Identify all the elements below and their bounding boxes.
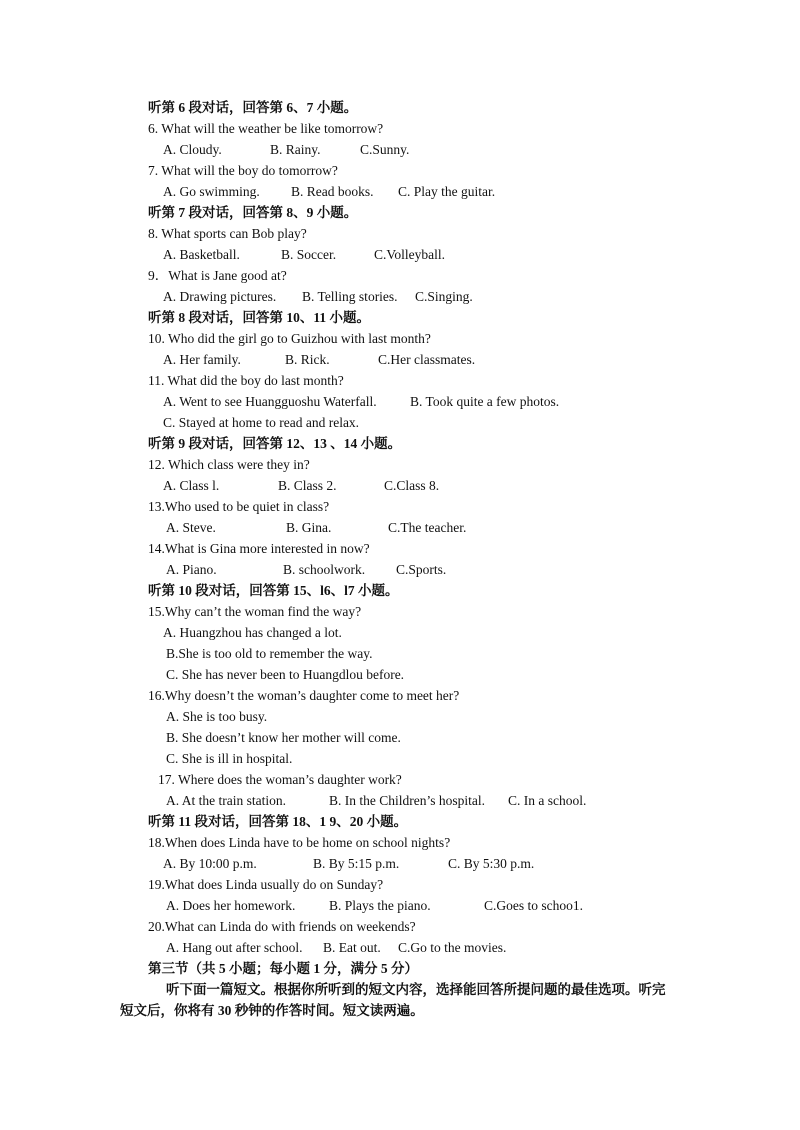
option-7b: B. Read books.	[291, 184, 374, 199]
option-12b: B. Class 2.	[278, 478, 337, 493]
option-11c: C. Stayed at home to read and relax.	[163, 415, 360, 430]
option-10b: B. Rick.	[285, 352, 330, 367]
question-8: 8. What sports can Bob play?	[148, 226, 307, 241]
option-11b: B. Took quite a few photos.	[410, 394, 560, 409]
section-heading: 听第 7 段对话，回答第 8、9 小题。	[148, 205, 358, 220]
option-7a: A. Go swimming.	[163, 184, 260, 199]
option-15a: A. Huangzhou has changed a lot.	[163, 625, 342, 640]
option-18c: C. By 5:30 p.m.	[448, 856, 535, 871]
option-8c: C.Volleyball.	[374, 247, 446, 262]
option-18b: B. By 5:15 p.m.	[313, 856, 400, 871]
part3-heading: 第三节（共 5 小题；每小题 1 分，满分 5 分）	[148, 961, 418, 976]
option-15c: C. She has never been to Huangdlou before.	[166, 667, 405, 682]
part3-instruction-1: 听下面一篇短文。根据你所听到的短文内容，选择能回答所提问题的最佳选项。听完	[166, 982, 666, 997]
question-6: 6. What will the weather be like tomorrow?	[148, 121, 384, 136]
option-13c: C.The teacher.	[388, 520, 467, 535]
question-9: 9．What is Jane good at?	[148, 268, 287, 283]
option-13a: A. Steve.	[166, 520, 216, 535]
question-7: 7. What will the boy do tomorrow?	[148, 163, 338, 178]
option-16a: A. She is too busy.	[166, 709, 268, 724]
question-18: 18.When does Linda have to be home on school nights?	[148, 835, 451, 850]
section-heading: 听第 11 段对话，回答第 18、1 9、20 小题。	[148, 814, 408, 829]
option-14c: C.Sports.	[396, 562, 447, 577]
option-19c: C.Goes to schoo1.	[484, 898, 583, 913]
part3-instruction-2: 短文后，你将有 30 秒钟的作答时间。短文读两遍。	[120, 1003, 424, 1018]
option-17b: B. In the Children’s hospital.	[329, 793, 485, 808]
option-20c: C.Go to the movies.	[398, 940, 507, 955]
option-15b: B.She is too old to remember the way.	[166, 646, 373, 661]
question-14: 14.What is Gina more interested in now?	[148, 541, 370, 556]
option-20a: A. Hang out after school.	[166, 940, 303, 955]
option-14a: A. Piano.	[166, 562, 217, 577]
option-14b: B. schoolwork.	[283, 562, 366, 577]
option-13b: B. Gina.	[286, 520, 332, 535]
section-heading: 听第 8 段对话，回答第 10、11 小题。	[148, 310, 371, 325]
option-6c: C.Sunny.	[360, 142, 410, 157]
option-8a: A. Basketball.	[163, 247, 240, 262]
option-16c: C. She is ill in hospital.	[166, 751, 293, 766]
option-12c: C.Class 8.	[384, 478, 440, 493]
option-19a: A. Does her homework.	[166, 898, 296, 913]
option-17a: A. At the train station.	[166, 793, 286, 808]
option-7c: C. Play the guitar.	[398, 184, 496, 199]
section-heading: 听第 10 段对话，回答第 15、l6、l7 小题。	[148, 583, 399, 598]
question-16: 16.Why doesn’t the woman’s daughter come to meet her?	[148, 688, 460, 703]
option-10c: C.Her classmates.	[378, 352, 476, 367]
option-9b: B. Telling stories.	[302, 289, 398, 304]
option-16b: B. She doesn’t know her mother will come.	[166, 730, 401, 745]
option-9a: A. Drawing pictures.	[163, 289, 277, 304]
option-11a: A. Went to see Huangguoshu Waterfall.	[163, 394, 377, 409]
option-18a: A. By 10:00 p.m.	[163, 856, 257, 871]
option-6a: A. Cloudy.	[163, 142, 222, 157]
question-11: 11. What did the boy do last month?	[148, 373, 344, 388]
section-heading: 听第 9 段对话，回答第 12、13 、14 小题。	[148, 436, 402, 451]
question-10: 10. Who did the girl go to Guizhou with last month?	[148, 331, 431, 346]
option-19b: B. Plays the piano.	[329, 898, 431, 913]
question-20: 20.What can Linda do with friends on weekends?	[148, 919, 416, 934]
option-12a: A. Class l.	[163, 478, 220, 493]
option-8b: B. Soccer.	[281, 247, 337, 262]
question-13: 13.Who used to be quiet in class?	[148, 499, 330, 514]
question-12: 12. Which class were they in?	[148, 457, 310, 472]
question-19: 19.What does Linda usually do on Sunday?	[148, 877, 384, 892]
option-17c: C. In a school.	[508, 793, 587, 808]
question-17: 17. Where does the woman’s daughter work?	[158, 772, 402, 787]
section-heading: 听第 6 段对话，回答第 6、7 小题。	[148, 100, 358, 115]
question-15: 15.Why can’t the woman find the way?	[148, 604, 362, 619]
option-6b: B. Rainy.	[270, 142, 321, 157]
option-9c: C.Singing.	[415, 289, 473, 304]
option-20b: B. Eat out.	[323, 940, 381, 955]
option-10a: A. Her family.	[163, 352, 241, 367]
